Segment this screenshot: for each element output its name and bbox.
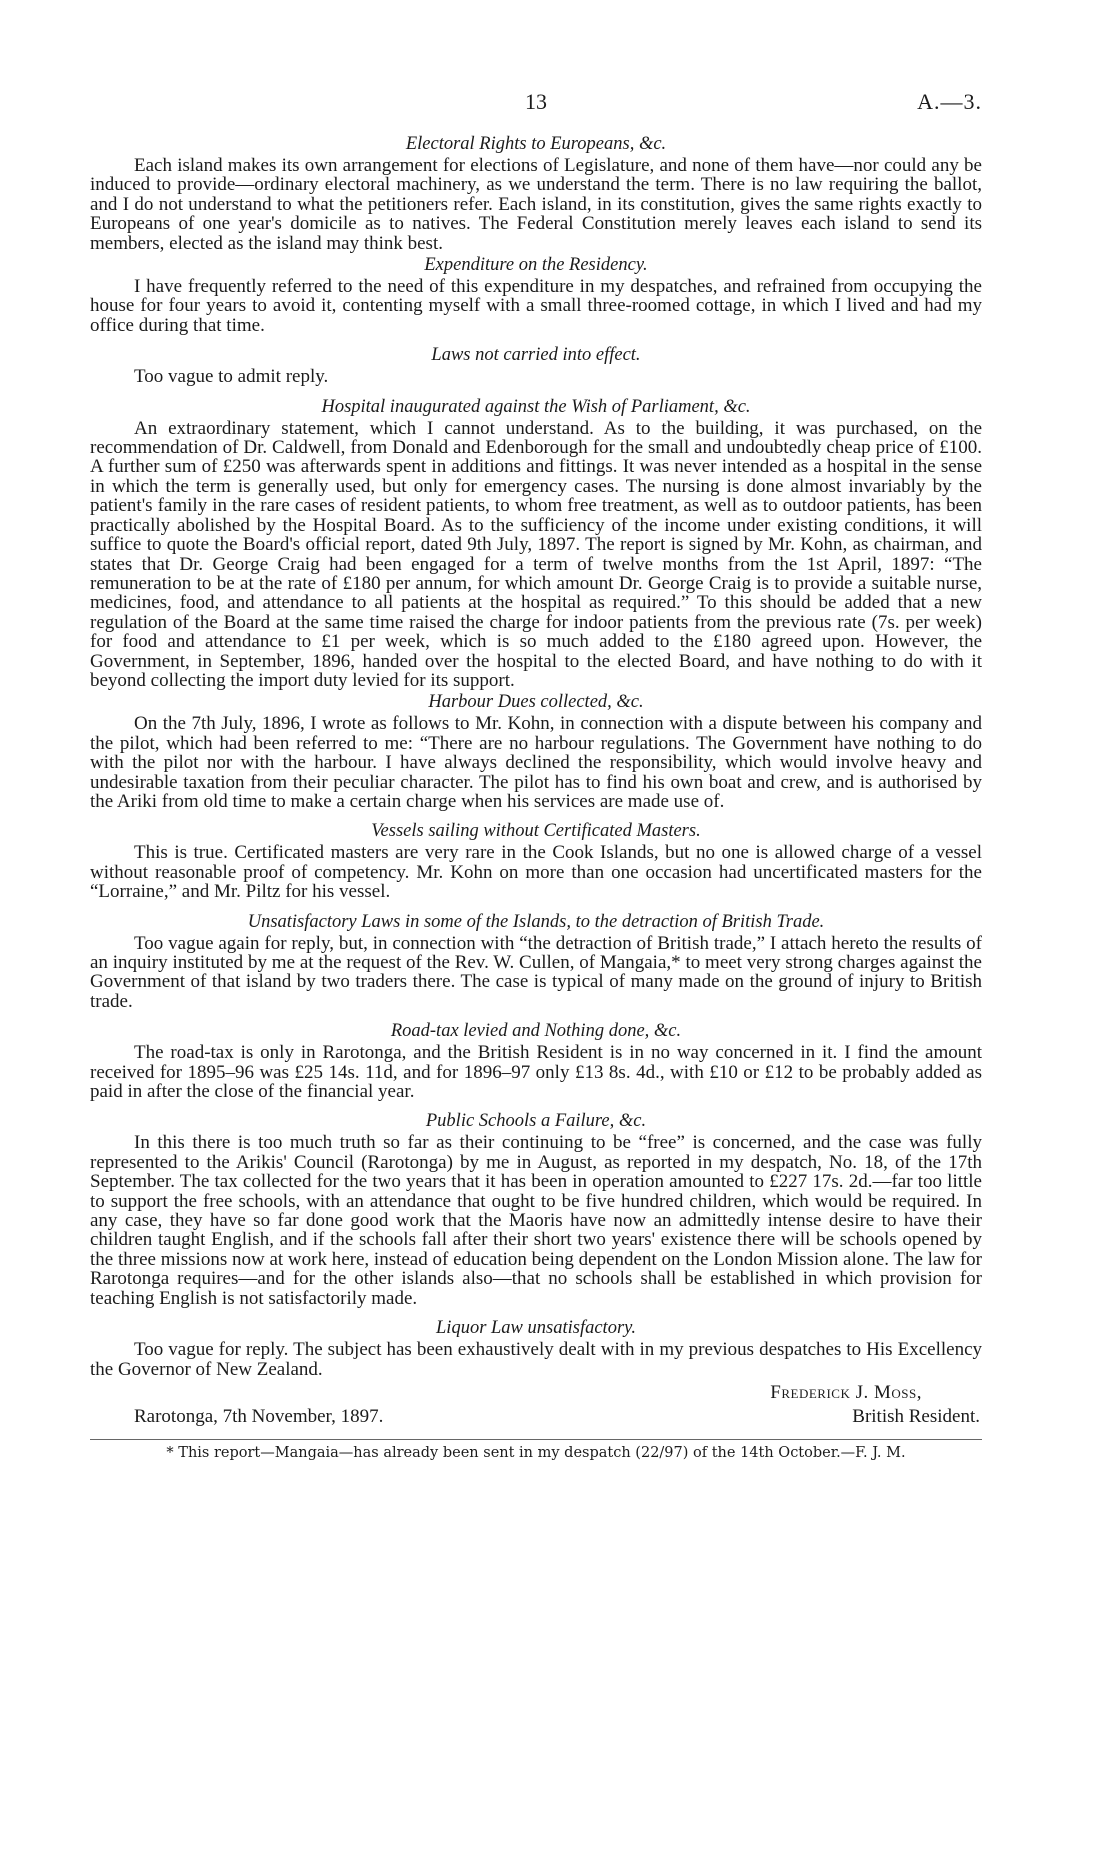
section-vessels xyxy=(90,819,982,901)
section-harbour-dues xyxy=(90,690,982,811)
place-and-date: Rarotonga, 7th November, 1897. xyxy=(134,1405,384,1427)
section-hospital xyxy=(90,395,982,691)
section-paragraph: An extraordinary statement, which I cannot understand. As to the building, it was purchased, on the recommendation of Dr. Caldwell, from Donald and Edenborough for the small and undoubtedly cheap price of £100. A further sum of £250 was afterwards spent in additions and fittings. It was never intended as a hospital in the sense in which the term is generally used, but only for emergency cases. The nursing is done almost invariably by the patient's family in the rare cases of resident patients, to whom free treatment, as well as to outdoor patients, has been practically abolished by the Hospital Board. As to the sufficiency of the income under existing conditions, it will suffice to quote the Board's official report, dated 9th July, 1897. The report is signed by Mr. Kohn, as chairman, and states that Dr. George Craig had been engaged for a term of twelve months from the 1st April, 1897: “The remuneration to be at the rate of £180 per annum, for which amount Dr. George Craig is to provide a suitable nurse, medicines, food, and attendance to all patients at the hospital as required.” To this should be added that a new regulation of the Board at the same time raised the charge for indoor patients from the previous rate (7s. per week) for food and attendance to £1 per week, which is so much added to the £180 agreed upon. However, the Government, in September, 1896, handed over the hospital to the elected Board, and have nothing to do with it beyond collecting the import duty levied for its support. xyxy=(90,417,982,691)
signatory-name: Frederick J. Moss, xyxy=(770,1381,922,1403)
section-laws-not-carried xyxy=(90,343,982,386)
footnote-divider xyxy=(90,1439,982,1440)
section-paragraph: Too vague to admit reply. xyxy=(134,366,329,388)
section-road-tax xyxy=(90,1019,982,1101)
section-heading: Harbour Dues collected, &c. xyxy=(428,692,644,713)
section-heading: Road-tax levied and Nothing done, &c. xyxy=(390,1021,682,1042)
signatory-title: British Resident. xyxy=(852,1405,980,1427)
section-paragraph: On the 7th July, 1896, I wrote as follows to Mr. Kohn, in connection with a dispute between his company and the pilot, which had been referred to me: “There are no harbour regulations. The Government have nothing to do with the pilot nor with the harbour. I have always declined the responsibility, which would involve heavy and undesirable taxation from their peculiar character. The pilot has to find his own boat and crew, and is authorised by the Ariki from old time to make a certain charge when his services are made use of. xyxy=(90,713,982,812)
page-number: 13 xyxy=(525,89,547,114)
signature-block xyxy=(90,1383,982,1435)
section-heading: Electoral Rights to Europeans, &c. xyxy=(405,134,667,154)
section-heading: Unsatisfactory Laws in some of the Islands, to the detraction of British Trade. xyxy=(247,911,825,932)
section-public-schools xyxy=(90,1109,982,1308)
section-residency-expenditure xyxy=(90,253,982,335)
section-heading: Laws not carried into effect. xyxy=(431,345,641,366)
section-paragraph: I have frequently referred to the need of this expenditure in my despatches, and refrained from occupying the house for four years to avoid it, contenting myself with a small three-roomed cottage, in which I lived and had my office during that time. xyxy=(90,276,982,336)
section-electoral-rights xyxy=(90,132,982,253)
document-code: A.—3. xyxy=(917,89,982,114)
section-liquor-law xyxy=(90,1316,982,1379)
section-paragraph: Each island makes its own arrangement for elections of Legislature, and none of them have—nor could any be induced to provide—ordinary electoral machinery, as we understand the term. There is no law requiring the ballot, and I do not understand to what the petitioners refer. Each island, in its constitution, gives the same rights exactly to Europeans of one year's domicile as to natives. The Federal Constitution merely leaves each island to send its members, elected as the island may think best. xyxy=(90,155,982,254)
page-header xyxy=(90,89,982,132)
section-heading: Expenditure on the Residency. xyxy=(424,255,648,276)
footnote: * This report—Mangaia—has already been sent in my despatch (22/97) of the 14th October.—F. J. M. xyxy=(166,1444,906,1461)
section-paragraph: In this there is too much truth so far as their continuing to be “free” is concerned, and the case was fully represented to the Arikis' Council (Rarotonga) by me in August, as reported in my despatch, No. 18, of the 17th September. The tax collected for the two years that it has been in operation amounted to £227 17s. 2d.—far too little to support the free schools, with an attendance that ought to be five hundred children, which would be required. In any case, they have so far done good work that the Maoris have now an admittedly intense desire to have their children taught English, and if the schools fall after their short two years' existence there will be schools opened by the three missions now at work here, instead of education being dependent on the London Mission alone. The law for Rarotonga requires—and for the other islands also—that no schools shall be established in which provision for teaching English is not satisfactorily made. xyxy=(90,1132,982,1309)
section-heading: Public Schools a Failure, &c. xyxy=(425,1111,647,1132)
section-unsatisfactory-laws xyxy=(90,910,982,1012)
section-paragraph: This is true. Certificated masters are very rare in the Cook Islands, but no one is allowed charge of a vessel without reasonable proof of competency. Mr. Kohn on more than one occasion had uncertificated masters for the “Lorraine,” and Mr. Piltz for his vessel. xyxy=(90,842,982,903)
section-paragraph: The road-tax is only in Rarotonga, and the British Resident is in no way concerned in it. I find the amount received for 1895–96 was £25 14s. 11d, and for 1896–97 only £13 8s. 4d., with £10 or £12 to be probably added as paid in after the close of the financial year. xyxy=(90,1042,982,1103)
section-heading: Hospital inaugurated against the Wish of Parliament, &c. xyxy=(321,396,751,417)
section-heading: Liquor Law unsatisfactory. xyxy=(436,1318,636,1339)
section-heading: Vessels sailing without Certificated Masters. xyxy=(371,821,701,842)
section-paragraph: Too vague for reply. The subject has been exhaustively dealt with in my previous despatches to His Excellency the Governor of New Zealand. xyxy=(90,1339,982,1380)
section-paragraph: Too vague again for reply, but, in connection with “the detraction of British trade,” I attach hereto the results of an inquiry instituted by me at the request of the Rev. W. Cullen, of Mangaia,* to meet very strong charges against the Government of that island by two traders there. The case is typical of many made on the ground of injury to British trade. xyxy=(90,932,982,1012)
